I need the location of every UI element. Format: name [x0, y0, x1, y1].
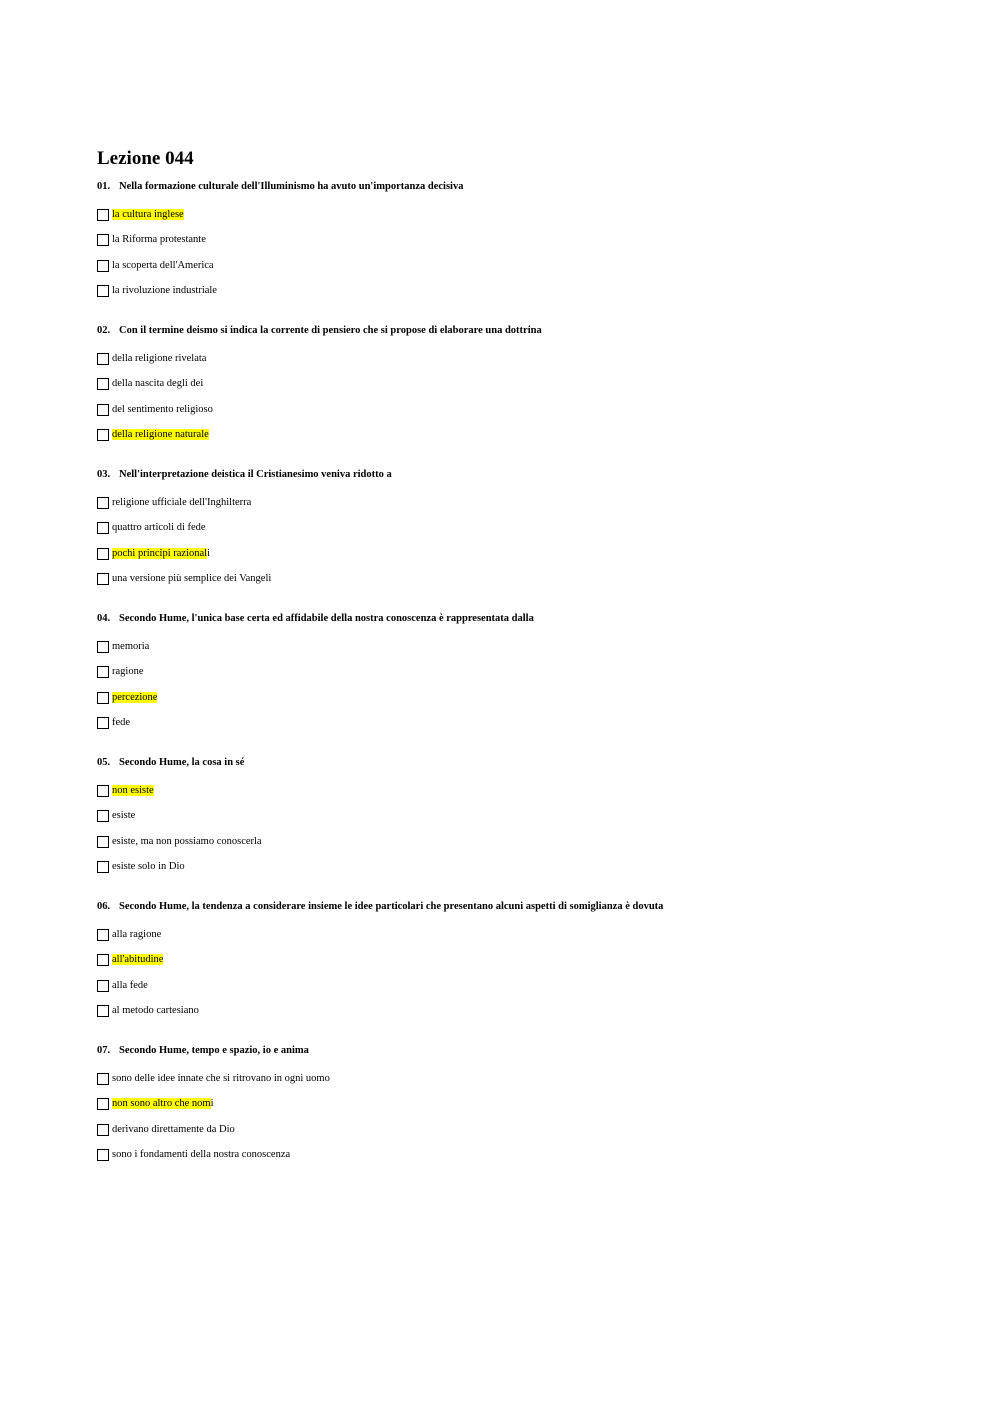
answer-option[interactable]: [97, 567, 957, 593]
answer-label: [112, 284, 217, 298]
question-5: [97, 736, 957, 880]
answer-checkbox[interactable]: [97, 378, 109, 390]
answer-option[interactable]: [97, 490, 957, 516]
answer-option[interactable]: [97, 397, 957, 423]
question-spacer: [97, 1024, 957, 1036]
answer-checkbox[interactable]: [97, 785, 109, 797]
answer-checkbox[interactable]: [97, 810, 109, 822]
answer-rest: fede: [112, 717, 131, 729]
answer-option[interactable]: [97, 423, 957, 449]
question-text: Secondo Hume, la cosa in sé: [119, 757, 245, 768]
answer-highlight: pochi principi razional: [112, 547, 208, 559]
question-6: [97, 880, 957, 1024]
answer-option[interactable]: [97, 948, 957, 974]
question-heading: [97, 899, 957, 915]
answer-label: [112, 1123, 235, 1137]
answer-checkbox[interactable]: [97, 1124, 109, 1136]
answer-option[interactable]: [97, 711, 957, 737]
answer-option[interactable]: [97, 1092, 957, 1118]
answer-option[interactable]: [97, 829, 957, 855]
answer-rest: i: [207, 547, 210, 559]
answer-rest: al metodo cartesiano: [112, 1005, 199, 1017]
answer-checkbox[interactable]: [97, 548, 109, 560]
answer-checkbox[interactable]: [97, 497, 109, 509]
answer-label: [112, 377, 203, 391]
answer-label: [112, 572, 271, 586]
question-heading: [97, 467, 957, 483]
answer-option[interactable]: [97, 804, 957, 830]
answer-label: [112, 259, 214, 273]
answer-label: [112, 640, 149, 654]
quiz-page: [97, 146, 957, 1168]
question-spacer: [97, 880, 957, 892]
answer-rest: esiste solo in Dio: [112, 861, 185, 873]
answer-highlight: percezione: [112, 691, 158, 703]
answer-checkbox[interactable]: [97, 954, 109, 966]
answer-checkbox[interactable]: [97, 1098, 109, 1110]
answer-checkbox[interactable]: [97, 404, 109, 416]
answer-rest: derivano direttamente da Dio: [112, 1123, 235, 1135]
answer-checkbox[interactable]: [97, 260, 109, 272]
answer-label: [112, 403, 213, 417]
answer-option[interactable]: [97, 202, 957, 228]
answer-label: [112, 233, 206, 247]
answer-rest: sono i fondamenti della nostra conoscenza: [112, 1149, 291, 1161]
answer-checkbox[interactable]: [97, 573, 109, 585]
answer-checkbox[interactable]: [97, 522, 109, 534]
answer-checkbox[interactable]: [97, 861, 109, 873]
answer-label: [112, 784, 154, 798]
answer-checkbox[interactable]: [97, 692, 109, 704]
answer-label: [112, 979, 148, 993]
answer-checkbox[interactable]: [97, 209, 109, 221]
answer-highlight: all'abitudine: [112, 954, 164, 966]
answer-label: [112, 521, 206, 535]
answer-label: [112, 428, 209, 442]
answer-rest: esiste, ma non possiamo conoscerla: [112, 835, 262, 847]
answer-checkbox[interactable]: [97, 429, 109, 441]
answer-label: [112, 860, 185, 874]
question-spacer: [97, 736, 957, 748]
answer-rest: della nascita degli dei: [112, 378, 204, 390]
question-spacer: [97, 448, 957, 460]
answer-label: [112, 716, 130, 730]
answer-option[interactable]: [97, 1117, 957, 1143]
answer-rest: quattro articoli di fede: [112, 522, 206, 534]
answer-checkbox[interactable]: [97, 234, 109, 246]
answer-checkbox[interactable]: [97, 717, 109, 729]
answer-label: [112, 547, 210, 561]
question-text: Secondo Hume, la tendenza a considerare insieme le idee particolari che presentano alcuni aspetti di somiglianza è dovuta: [119, 901, 664, 912]
question-number: 03.: [97, 469, 111, 480]
answer-option[interactable]: [97, 541, 957, 567]
answer-option[interactable]: [97, 1143, 957, 1169]
answer-highlight: non esiste: [112, 784, 154, 796]
question-text: Nella formazione culturale dell'Illuminismo ha avuto un'importanza decisiva: [119, 181, 464, 192]
answer-label: [112, 691, 157, 705]
answer-checkbox[interactable]: [97, 285, 109, 297]
answer-option[interactable]: [97, 973, 957, 999]
question-3: [97, 448, 957, 592]
question-text: Con il termine deismo si indica la corrente di pensiero che si propose di elaborare una dottrina: [119, 325, 542, 336]
answer-option[interactable]: [97, 660, 957, 686]
question-heading: [97, 1043, 957, 1059]
answer-rest: una versione più semplice dei Vangeli: [112, 573, 272, 585]
answer-checkbox[interactable]: [97, 666, 109, 678]
answer-label: [112, 496, 251, 510]
answer-rest: ragione: [112, 666, 144, 678]
question-number: 05.: [97, 757, 111, 768]
answer-checkbox[interactable]: [97, 929, 109, 941]
answer-checkbox[interactable]: [97, 980, 109, 992]
answer-option[interactable]: [97, 372, 957, 398]
question-number: 06.: [97, 901, 111, 912]
answer-label: [112, 953, 163, 967]
answer-rest: memoria: [112, 640, 150, 652]
question-heading: [97, 323, 957, 339]
question-heading: [97, 179, 957, 195]
answer-highlight: la cultura inglese: [112, 208, 184, 220]
answer-option[interactable]: [97, 279, 957, 305]
answer-label: [112, 1097, 214, 1111]
question-number: 02.: [97, 325, 111, 336]
question-number: 04.: [97, 613, 111, 624]
answer-label: [112, 928, 161, 942]
question-2: [97, 304, 957, 448]
question-text: Secondo Hume, tempo e spazio, io e anima: [119, 1045, 309, 1056]
answer-checkbox[interactable]: [97, 836, 109, 848]
answer-label: [112, 1072, 330, 1086]
answer-option[interactable]: [97, 253, 957, 279]
answer-checkbox[interactable]: [97, 353, 109, 365]
question-list: [97, 179, 957, 1168]
question-4: [97, 592, 957, 736]
question-number: 07.: [97, 1045, 111, 1056]
answer-rest: i: [210, 1098, 214, 1110]
answer-rest: la scoperta dell'America: [112, 259, 214, 271]
answer-option[interactable]: [97, 634, 957, 660]
question-text: Nell'interpretazione deistica il Cristianesimo veniva ridotto a: [119, 469, 392, 480]
answer-option[interactable]: [97, 999, 957, 1025]
answer-rest: esiste: [112, 810, 136, 822]
answer-option[interactable]: [97, 228, 957, 254]
answer-option[interactable]: [97, 516, 957, 542]
answer-checkbox[interactable]: [97, 1005, 109, 1017]
answer-rest: alla fede: [112, 979, 148, 991]
answer-label: [112, 1148, 290, 1162]
answer-rest: del sentimento religioso: [112, 403, 213, 415]
lesson-title: Lezione 044: [97, 148, 194, 169]
answer-rest: la rivoluzione industriale: [112, 285, 217, 297]
answer-checkbox[interactable]: [97, 641, 109, 653]
answer-label: [112, 809, 135, 823]
answer-option[interactable]: [97, 685, 957, 711]
question-spacer: [97, 592, 957, 604]
question-spacer: [97, 304, 957, 316]
answer-highlight: della religione naturale: [112, 429, 209, 441]
question-text: Secondo Hume, l'unica base certa ed affidabile della nostra conoscenza è rappresentata dalla: [119, 613, 534, 624]
answer-highlight: non sono altro che nom: [112, 1098, 211, 1110]
question-number: 01.: [97, 181, 111, 192]
answer-option[interactable]: [97, 855, 957, 881]
answer-rest: religione ufficiale dell'Inghilterra: [112, 496, 252, 508]
answer-checkbox[interactable]: [97, 1149, 109, 1161]
answer-option[interactable]: [97, 778, 957, 804]
answer-label: [112, 835, 262, 849]
answer-option[interactable]: [97, 922, 957, 948]
answer-rest: alla ragione: [112, 928, 162, 940]
answer-label: [112, 1004, 199, 1018]
question-heading: [97, 755, 957, 771]
answer-label: [112, 352, 206, 366]
question-heading: [97, 611, 957, 627]
answer-option[interactable]: [97, 346, 957, 372]
answer-rest: sono delle idee innate che si ritrovano in ogni uomo: [112, 1072, 330, 1084]
answer-rest: la Riforma protestante: [112, 234, 206, 246]
question-1: [97, 179, 957, 304]
answer-label: [112, 665, 144, 679]
answer-label: [112, 208, 184, 222]
answer-checkbox[interactable]: [97, 1073, 109, 1085]
answer-rest: della religione rivelata: [112, 352, 207, 364]
answer-option[interactable]: [97, 1066, 957, 1092]
question-7: [97, 1024, 957, 1168]
